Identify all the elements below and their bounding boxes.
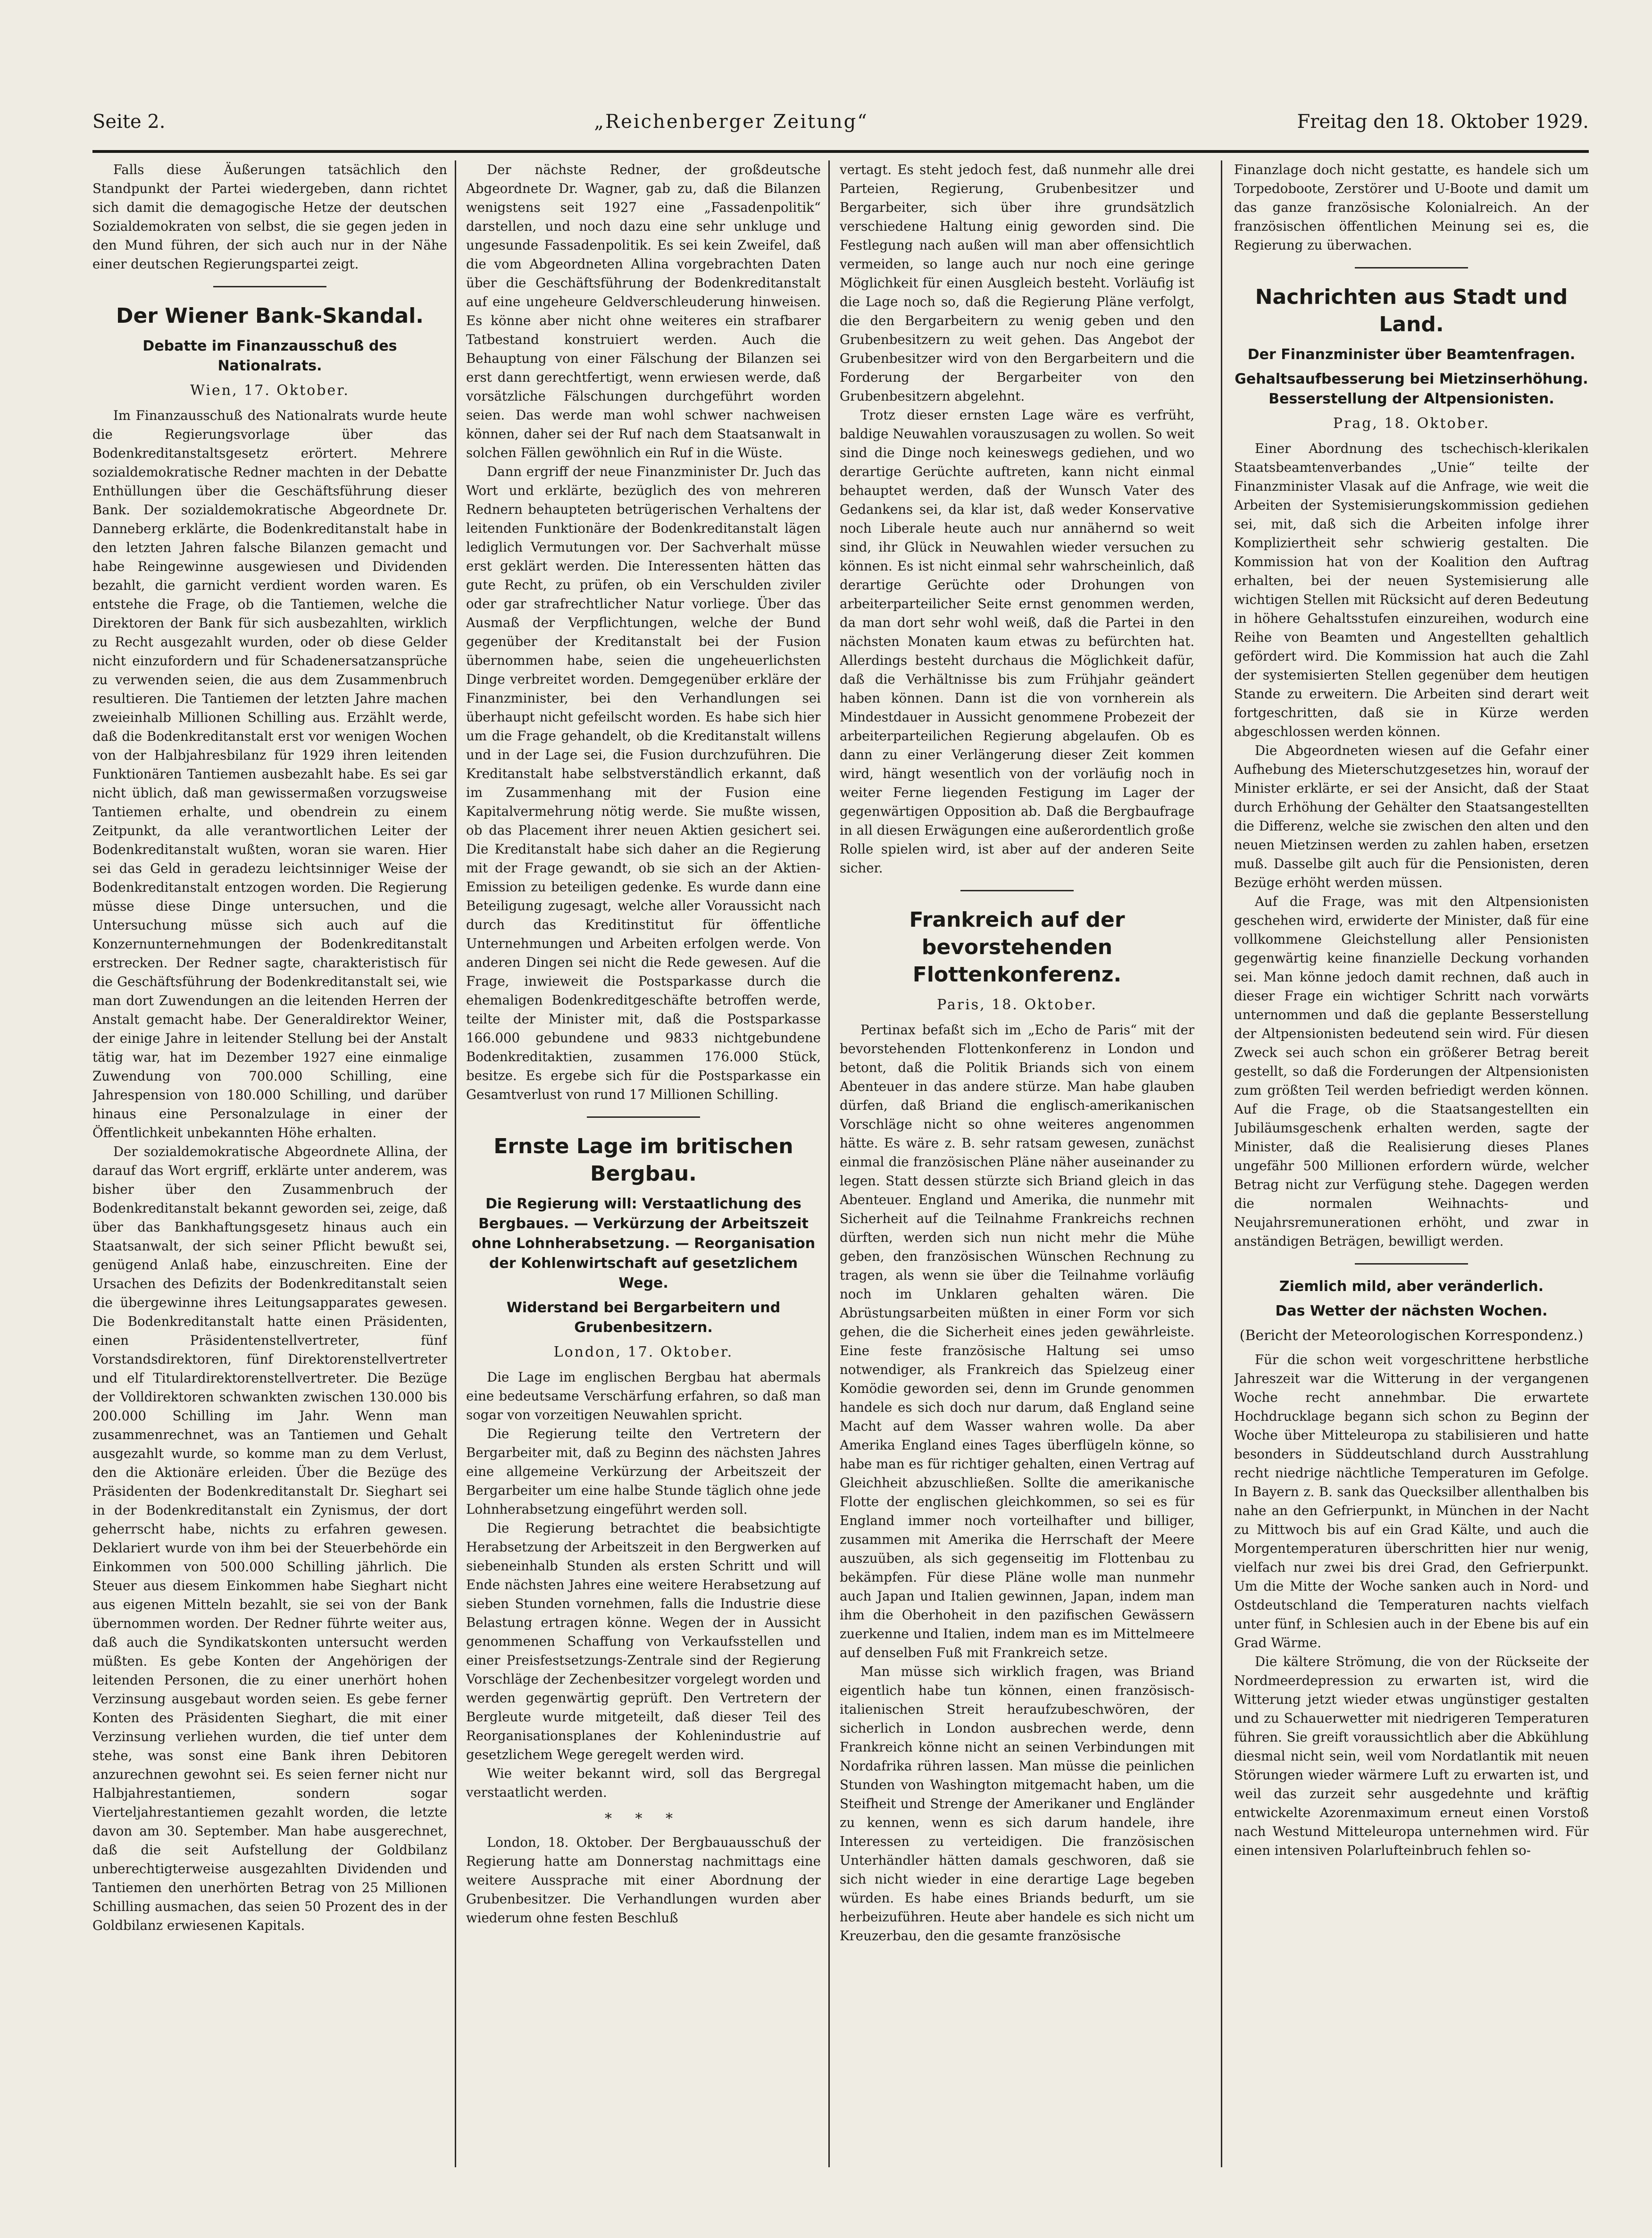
article-subheadline: Debatte im Finanzausschuß des Nationalrats. — [142, 338, 397, 374]
masthead-rule — [92, 150, 1589, 153]
article-paragraph: Pertinax befaßt sich im „Echo de Paris“ mit der bevorstehenden Flottenkonferenz in London und betont, daß die Politik Briands sich von einem Abenteuer in das andere stürze. Man habe glauben dürfen, daß Briand die englisch-amerikanischen Vorschläge nicht so ohne weiteres angenommen hätte. Es wäre z. B. sehr ratsam gewesen, zunächst einmal die französischen Pläne näher auseinander zu legen. Statt dessen stürzte sich Briand gleich in das Abenteuer. England und Amerika, die nunmehr mit Sicherheit auf die Teilnahme Frankreichs rechnen dürften, werden sich nun nicht mehr die Mühe geben, den französischen Wünschen Rechnung zu tragen, als wenn sie über die Teilnahme vorläufig noch im Unklaren gehalten wären. Die Abrüstungsarbeiten müßten in einer Form vor sich gehen, die die Sicherheit eines jeden gewährleiste. Eine feste französische Haltung sei umso notwendiger, als Frankreich das Spielzeug einer Komödie geworden sei, denn im Grunde genommen handele es sich doch nur darum, daß England seine Macht auf dem Wasser wahren wolle. Da aber Amerika England eines Tages überflügeln könne, so habe man es für richtiger gehalten, einen Vertrag auf Gleichheit abzuschließen. Sollte die amerikanische Flotte der englischen gleichkommen, so sei es für England immer noch vorteilhafter und billiger, zusammen mit Amerika die Herrschaft der Meere auszuüben, als sich gegenseitig im Flottenbau zu bekämpfen. Für diese Pläne wolle man nunmehr auch Japan und Italien gewinnen, Japan, indem man ihm die Oberhoheit in den pazifischen Gewässern zuerkenne und Italien, indem man es im Mittelmeere auf denselben Fuß mit Frankreich setze. — [840, 1022, 1194, 1660]
column-divider — [455, 160, 456, 2167]
column-2 — [466, 160, 821, 2167]
article-source-note: (Bericht der Meteorologischen Korrespondenz.) — [1239, 1327, 1584, 1344]
article-separator — [960, 890, 1074, 891]
article-paragraph: Finanzlage doch nicht gestatte, es handele sich um Torpedoboote, Zerstörer und U-Boote und damit um das ganze französische Kolonialreich. An der französischen öffentlichen Meinung sei es, die Regierung zu überwachen. — [1234, 162, 1589, 253]
column-4 — [1234, 160, 1589, 2167]
article-subheadline: Gehaltsaufbesserung bei Mietzinserhöhung. Besserstellung der Altpensionisten. — [1235, 371, 1588, 407]
article-paragraph: Im Finanzausschuß des Nationalrats wurde heute die Regierungsvorlage über das Bodenkreditanstaltsgesetz erörtert. Mehrere sozialdemokratische Redner machten in der Debatte Enthüllungen über die Geschäftsführung dieser Bank. Der sozialdemokratische Abgeordnete Dr. Danneberg erklärte, die Bodenkreditanstalt habe in den letzten Jahren falsche Bilanzen gemacht und habe Reingewinne ausgewiesen und Dividenden bezahlt, die garnicht verdient worden waren. Es entstehe die Frage, ob die Tantiemen, welche die Direktoren der Bank für sich ausbezahlten, wirklich zu Recht ausgezahlt wurden, oder ob diese Gelder nicht einzufordern und für Schadenersatzansprüche zu verwenden seien, die aus dem Zusammenbruch resultieren. Die Tantiemen der letzten Jahre machen zweieinhalb Millionen Schilling aus. Erzählt werde, daß die Bodenkreditanstalt erst vor wenigen Wochen von der Halbjahresbilanz für 1929 ihren leitenden Funktionären Tantiemen ausbezahlt habe. Es sei gar nicht üblich, daß man gewissermaßen vorzugsweise Tantiemen erhalte, und obendrein zu einem Zeitpunkt, da alle verantwortlichen Leiter der Bodenkreditanstalt wußten, woran sie waren. Hier sei das Geld in geradezu leichtsinniger Weise der Bodenkreditanstalt entzogen worden. Die Regierung müsse diese Dinge untersuchen, und die Untersuchung müsse sich auch auf die Konzernunternehmungen der Bodenkreditanstalt erstrecken. Der Redner sagte, charakteristisch für die Geschäftsführung der Bodenkreditanstalt sei, wie man dort Zuwendungen an die leitenden Herren der Anstalt gemacht habe. Der Generaldirektor Weiner, der einige Jahre in leitender Stellung bei der Anstalt tätig war, hat im Dezember 1927 eine einmalige Zuwendung von 700.000 Schilling, eine Jahrespension von 180.000 Schilling, und darüber hinaus eine Personalzulage in einer der Öffentlichkeit unbekannten Höhe erhalten. — [92, 408, 447, 1140]
article-subheadline: Widerstand bei Bergarbeitern und Grubenbesitzern. — [506, 1299, 781, 1336]
issue-date: Freitag den 18. Oktober 1929. — [1297, 111, 1589, 133]
article-paragraph: vertagt. Es steht jedoch fest, daß nunmehr alle drei Parteien, Regierung, Grubenbesitzer und Bergarbeiter, sich über ihre grundsätzlich verschiedene Haltung einig geworden sind. Die Festlegung nach außen will man aber offensichtlich vermeiden, so lange auch nur noch eine geringe Möglichkeit für einen Ausgleich besteht. Vorläufig ist die Lage noch so, daß die Regierung Pläne verfolgt, die den Bergarbeitern zu wenig geben und den Grubenbesitzern zu weit gehen. Das Angebot der Grubenbesitzer wird von den Bergarbeitern und die Forderung der Bergarbeiter von den Grubenbesitzern abgelehnt. — [840, 162, 1194, 404]
article-headline: Ernste Lage im britischen Bergbau. — [493, 1134, 793, 1186]
column-divider — [1221, 160, 1222, 2167]
column-1 — [92, 160, 447, 2167]
article-paragraph: Einer Abordnung des tschechisch-klerikalen Staatsbeamtenverbandes „Unie“ teilte der Finanzminister Vlasak auf die Anfrage, wie weit die Arbeiten der Systemisierungskommission gediehen sei, mit, daß sich die Arbeiten infolge ihrer Kompliziertheit sehr schwierig gestalten. Die Kommission hat von der Koalition den Auftrag erhalten, bei der neuen Systemisierung alle wichtigen Stellen mit Rücksicht auf deren Bedeutung in höhere Gehaltsstufen einzureihen, wodurch eine Reihe von Beamten und Angestellten gehaltlich gefördert wird. Die Kommission hat auch die Zahl der systemisierten Stellen gegenüber dem heutigen Stande zu erweitern. Die Arbeiten sind derart weit fortgeschritten, daß sie in Kürze werden abgeschlossen werden können. — [1234, 441, 1589, 739]
article-subheadline: Der Finanzminister über Beamtenfragen. — [1247, 346, 1576, 363]
article-separator — [213, 286, 326, 287]
article-paragraph: Falls diese Äußerungen tatsächlich den Standpunkt der Partei wiedergeben, dann richtet sich damit die demagogische Hetze der deutschen Sozialdemokraten von selbst, die sie gegen jeden in den Mund führen, der sich auch nur in der Nähe einer deutschen Regierungspartei zeigt. — [92, 162, 447, 272]
article-headline: Frankreich auf der bevorstehenden Flottenkonferenz. — [909, 908, 1125, 987]
article-separator — [587, 1116, 700, 1118]
article-headline: Ziemlich mild, aber veränderlich. — [1279, 1278, 1544, 1295]
article-separator — [1355, 267, 1468, 268]
section-headline: Nachrichten aus Stadt und Land. — [1255, 285, 1568, 336]
article-paragraph: Der nächste Redner, der großdeutsche Abgeordnete Dr. Wagner, gab zu, daß die Bilanzen wenigstens seit 1927 eine „Fassadenpolitik“ darstellen, und noch dazu eine sehr unkluge und ungesunde Fassadenpolitik. Es sei kein Zweifel, daß die vom Abgeordneten Allina vorgebrachten Daten über die Geschäftsführung der Bodenkreditanstalt auf eine ungeheure Geldverschleuderung hinweisen. Es könne aber nicht ohne weiteres ein strafbarer Tatbestand konstruiert werden. Auch die Behauptung von einer Fälschung der Bilanzen sei erst dann gerechtfertigt, wenn erwiesen werde, daß vorsätzliche Fälschungen durchgeführt worden seien. Das werde man wohl schwer nachweisen können, daher sei der Ruf nach dem Staatsanwalt in solchen Fällen gewöhnlich ein Ruf in die Wüste. — [466, 162, 821, 461]
masthead — [92, 100, 1589, 143]
page-number: Seite 2. — [92, 111, 166, 133]
article-subheadline: Die Regierung will: Verstaatlichung des Bergbaues. — Verkürzung der Arbeitszeit ohne Lohnherabsetzung. — Reorganisation der Kohlenwirtschaft auf gesetzlichem Wege. — [471, 1196, 816, 1291]
article-separator — [1355, 1263, 1468, 1265]
article-headline: Der Wiener Bank-Skandal. — [116, 304, 424, 328]
article-paragraph: Wie weiter bekannt wird, soll das Bergregal verstaatlicht werden. — [466, 1766, 821, 1800]
article-paragraph: Die Regierung teilte den Vertretern der Bergarbeiter mit, daß zu Beginn des nächsten Jahres eine allgemeine Verkürzung der Arbeitszeit der Bergarbeiter um eine halbe Stunde täglich ohne jede Lohnherabsetzung eingeführt werden soll. — [466, 1426, 821, 1517]
article-dateline: London, 17. Oktober. — [553, 1344, 734, 1360]
article-paragraph: London, 18. Oktober. Der Bergbauausschuß der Regierung hatte am Donnerstag nachmittags eine weitere Aussprache mit einer Abordnung der Grubenbesitzer. Die Verhandlungen wurden aber wiederum ohne festen Beschluß — [466, 1835, 821, 1926]
column-3 — [840, 160, 1194, 2167]
article-dateline: Wien, 17. Oktober. — [190, 382, 350, 399]
article-paragraph: Die Abgeordneten wiesen auf die Gefahr einer Aufhebung des Mieterschutzgesetzes hin, worauf der Minister erklärte, er sei der Ansicht, daß der Staat durch Erhöhung der Gehälter den Staatsangestellten die Differenz, welche sie zwischen den alten und den neuen Mietzinsen werden zu zahlen haben, ersetzen muß. Dasselbe gilt auch für die Pensionisten, deren Bezüge erhöht werden müssen. — [1234, 743, 1589, 890]
article-paragraph: Man müsse sich wirklich fragen, was Briand eigentlich habe tun können, einen französisch-italienischen Streit heraufzubeschwören, der sicherlich in London ausbrechen werde, denn Frankreich könne nicht an seinen Verbindungen mit Nordafrika rühren lassen. Man müsse die peinlichen Stunden von Washington mitgemacht haben, um die Steifheit und Strenge der Amerikaner und Engländer zu kennen, wenn es sich darum handele, ihre Interessen zu verteidigen. Die französischen Unterhändler hätten damals geschworen, daß sie sich nicht wieder in eine derartige Lage begeben würden. Es habe eines Briands bedurft, um sie herbeizuführen. Heute aber handele es sich nicht um Kreuzerbau, den die gesamte französische — [840, 1664, 1194, 1944]
article-paragraph: Die Regierung betrachtet die beabsichtigte Herabsetzung der Arbeitszeit in den Bergwerken auf siebeneinhalb Stunden als ersten Schritt und will Ende nächsten Jahres eine weitere Herabsetzung auf sieben Stunden vornehmen, falls die Industrie diese Belastung ertragen könne. Wegen der in Aussicht genommenen Schaffung von Verkaufsstellen und einer Preisfestsetzungs-Zentrale sind der Regierung Vorschläge der Zechenbesitzer vorgelegt worden und werden gegenwärtig geprüft. Den Vertretern der Bergleute wurde mitgeteilt, daß dieser Teil des Reorganisationsplanes der Kohlenindustrie auf gesetzlichem Wege geregelt werden wird. — [466, 1520, 821, 1762]
article-paragraph: Die Lage im englischen Bergbau hat abermals eine bedeutsame Verschärfung erfahren, so daß man sogar von vorzeitigen Neuwahlen spricht. — [466, 1369, 821, 1423]
article-dateline: Paris, 18. Oktober. — [937, 997, 1097, 1013]
article-paragraph: Trotz dieser ernsten Lage wäre es verfrüht, baldige Neuwahlen vorauszusagen zu wollen. So weit sind die Dinge noch keineswegs gediehen, und wo derartige Gerüchte auftreten, kann nicht einmal behauptet werden, daß der Wunsch Vater des Gedankens sei, da klar ist, daß weder Konservative noch Liberale heute auch nur annähernd so weit sind, ihr Glück in Neuwahlen wieder versuchen zu können. Es ist nicht einmal sehr wahrscheinlich, daß derartige Gerüchte oder Drohungen von arbeiterparteilicher Seite ernst genommen werden, da man dort sehr wohl weiß, daß die Partei in den nächsten Monaten kaum etwas zu befürchten hat. Allerdings besteht durchaus die Möglichkeit dafür, daß die Verhältnisse bis zum Frühjahr geändert haben können. Dann ist die von vornherein als Mindestdauer in Aussicht genommene Probezeit der arbeiterparteilichen Regierung abgelaufen. Ob es dann zu einer Verlängerung dieser Zeit kommen wird, hängt wesentlich von der vorläufig noch in weiter Ferne liegenden Festigung im Lager der gegenwärtigen Opposition ab. Daß die Bergbaufrage in all diesen Erwägungen eine außerordentlich große Rolle spielen wird, ist aber auf der anderen Seite sicher. — [840, 407, 1194, 876]
section-stars: * * * — [604, 1811, 683, 1827]
article-dateline: Prag, 18. Oktober. — [1333, 415, 1490, 432]
article-paragraph: Auf die Frage, was mit den Altpensionisten geschehen wird, erwiderte der Minister, daß für eine vollkommene Gleichstellung aller Pensionisten gegenwärtig keine finanzielle Deckung vorhanden sei. Man könne jedoch damit rechnen, daß auch in dieser Frage ein wichtiger Schritt nach vorwärts unternommen und daß die geplante Besserstellung der Altpensionisten bedeutend sein wird. Für diesen Zweck sei auch schon ein größerer Betrag bereit gestellt, so daß die Forderungen der Altpensionisten zum größten Teil werden befriedigt werden können. Auf die Frage, ob die Staatsangestellten ein Jubiläumsgeschenk erhalten werden, sagte der Minister, daß die Realisierung dieses Planes ungefähr 500 Millionen erfordern würde, welcher Betrag nicht zur Verfügung stehe. Dagegen werden die normalen Weihnachts- und Neujahrsremunerationen erhöht, und zwar in anständigen Beträgen, bewilligt werden. — [1234, 894, 1589, 1249]
article-subheadline: Das Wetter der nächsten Wochen. — [1275, 1303, 1548, 1319]
column-divider — [828, 160, 830, 2167]
article-paragraph: Die kältere Strömung, die von der Rückseite der Nordmeerdepression zu erwarten ist, wird die Witterung jetzt wieder etwas ungünstiger gestalten und zu Schauerwetter mit niedrigeren Temperaturen führen. Sie greift voraussichtlich aber die Abkühlung diesmal nicht sein, weil vom Nordatlantik mit neuen Störungen wieder wärmere Luft zu erwarten ist, und weil das zurzeit sehr ausgedehnte und kräftig entwickelte Azorenmaximum erneut einen Vorstoß nach Westund Mitteleuropa unternehmen wird. Für einen intensiven Polarlufteinbruch fehlen so- — [1234, 1654, 1589, 1858]
article-paragraph: Der sozialdemokratische Abgeordnete Allina, der darauf das Wort ergriff, erklärte unter anderem, was bisher über den Zusammenbruch der Bodenkreditanstalt bekannt geworden sei, zeige, daß über das Bankhaftungsgesetz hinaus auch ein Staatsanwalt, der sich seiner Pflicht bewußt sei, genügend Anlaß habe, einzuschreiten. Eine der Ursachen des Defizits der Bodenkreditanstalt seien die übergewinne ihres Leitungsapparates gewesen. Die Bodenkreditanstalt hatte einen Präsidenten, einen Präsidentenstellvertreter, fünf Vorstandsdirektoren, fünf Direktorenstellvertreter und elf Titulardirektorenstellvertreter. Die Bezüge der Volldirektoren schwankten zwischen 130.000 bis 200.000 Schilling im Jahr. Wenn man zusammenrechnet, was an Tantiemen und Gehalt ausgezahlt wurde, so komme man zu dem Verlust, den die Aktionäre erleiden. Über die Bezüge des Präsidenten der Bodenkreditanstalt Dr. Sieghart sei in der Bodenkreditanstalt ein Zynismus, der dort geherrscht habe, nichts zu erfahren gewesen. Deklariert wurde von ihm bei der Steuerbehörde ein Einkommen von 500.000 Schilling jährlich. Die Steuer aus diesem Einkommen habe Sieghart nicht aus eigenen Mitteln bezahlt, sie sei von der Bank übernommen worden. Der Redner führte weiter aus, daß auch die Syndikatskonten untersucht werden müßten. Es gebe Konten der Angehörigen der leitenden Personen, die zu einer unerhört hohen Verzinsung ausgebaut worden seien. Es gebe ferner Konten des Präsidenten Sieghart, die mit einer Verzinsung verliehen wurden, die tief unter dem stehe, was sonst eine Bank ihren Debitoren anzurechnen gewohnt sei. Es seien ferner nicht nur Halbjahrestantiemen, sondern sogar Vierteljahrestantiemen gezahlt worden, die letzte davon am 30. September. Man habe ausgerechnet, daß die seit Aufstellung der Goldbilanz unberechtigterweise ausgezahlten Dividenden und Tantiemen den unerhörten Betrag von 25 Millionen Schilling ausmachen, das seien 50 Prozent des in der Goldbilanz erwiesenen Kapitals. — [92, 1144, 447, 1933]
article-paragraph: Dann ergriff der neue Finanzminister Dr. Juch das Wort und erklärte, bezüglich des von mehreren Rednern behaupteten betrügerischen Verhaltens der leitenden Funktionäre der Bodenkreditanstalt lägen lediglich Vermutungen vor. Der Sachverhalt müsse erst geklärt werden. Die Interessenten hätten das gute Recht, zu prüfen, ob ein Verschulden ziviler oder gar strafrechtlicher Natur vorliege. Über das Ausmaß der Verpflichtungen, welche der Bund gegenüber der Kreditanstalt bei der Fusion übernommen habe, seien die ungeheuerlichsten Dinge verbreitet worden. Demgegenüber erkläre der Finanzminister, bei den Verhandlungen sei überhaupt nicht gefeilscht worden. Es habe sich hier um die Frage gehandelt, ob die Kreditanstalt willens und in der Lage sei, die Fusion durchzuführen. Die Kreditanstalt habe selbstverständlich erkannt, daß im Zusammenhang mit der Fusion eine Kapitalvermehrung nötig werde. Sie mußte wissen, ob das Placement ihrer neuen Aktien gesichert sei. Die Kreditanstalt habe sich daher an die Regierung mit der Frage gewandt, ob sie sich an der Aktien-Emission zu beteiligen gedenke. Es wurde dann eine Beteiligung zugesagt, welche aller Voraussicht nach durch das Kreditinstitut für öffentliche Unternehmungen und Arbeiten erfolgen werde. Von anderen Dingen sei nicht die Rede gewesen. Auf die Frage, inwieweit die Postsparkasse durch die ehemaligen Bodenkreditgeschäfte betroffen werde, teilte der Minister mit, daß die Postsparkasse 166.000 gebundene und 9833 nichtgebundene Bodenkreditaktien, zusammen 176.000 Stück, besitze. Es ergebe sich für die Postsparkasse ein Gesamtverlust von rund 17 Millionen Schilling. — [466, 464, 821, 1102]
newspaper-title: „Reichenberger Zeitung“ — [594, 111, 868, 133]
article-paragraph: Für die schon weit vorgeschrittene herbstliche Jahreszeit war die Witterung in der vergangenen Woche recht annehmbar. Die erwartete Hochdrucklage begann sich schon zu Beginn der Woche über Mitteleuropa zu stabilisieren und hatte besonders in Süddeutschland durch Ausstrahlung recht niedrige nächtliche Temperaturen im Gefolge. In Bayern z. B. sank das Quecksilber allenthalben bis nahe an den Gefrierpunkt, in München in der Nacht zu Mittwoch bis auf ein Grad Kälte, und auch die Morgentemperaturen überschritten hier nur wenig, vielfach nur zwei bis drei Grad, den Gefrierpunkt. Um die Mitte der Woche sanken auch in Nord- und Ostdeutschland die Temperaturen nachts vielfach unter fünf, in Schlesien auch in der Ebene bis auf ein Grad Wärme. — [1234, 1352, 1589, 1651]
